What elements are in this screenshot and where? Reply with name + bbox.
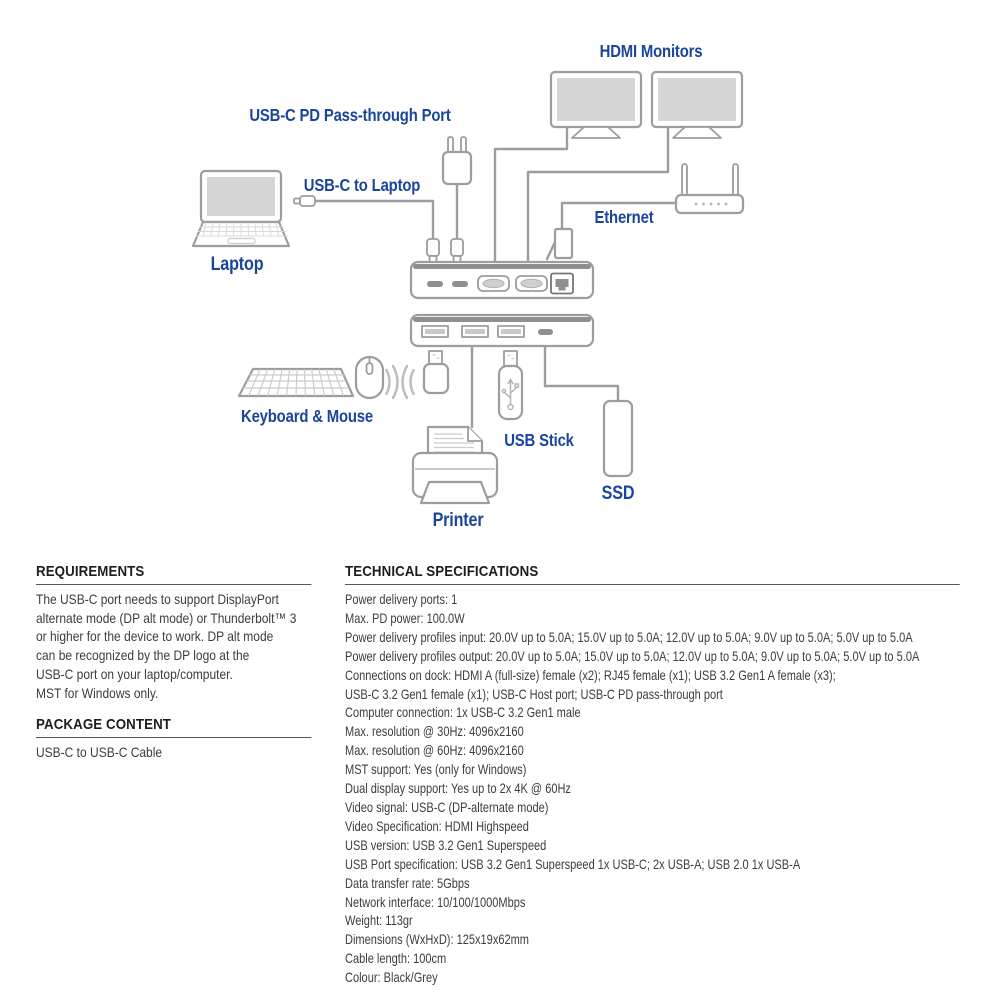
label-ssd: SSD — [601, 483, 635, 504]
text-line: MST support: Yes (only for Windows) — [345, 762, 527, 778]
cable-laptop-to-dock — [314, 201, 433, 239]
text-line: Max. resolution @ 60Hz: 4096x2160 — [345, 743, 524, 759]
text-line: USB-C port on your laptop/computer. — [36, 666, 233, 682]
label-usbc-pd: USB-C PD Pass-through Port — [249, 105, 451, 125]
hdmi-port — [478, 276, 509, 291]
label-usbc-to-laptop: USB-C to Laptop — [303, 175, 421, 195]
requirements-title: REQUIREMENTS — [36, 564, 312, 585]
usb-receiver-icon — [424, 351, 448, 393]
usbc-cable-end-plug-icon — [294, 196, 315, 206]
monitor-icon — [551, 72, 641, 138]
label-ethernet: Ethernet — [594, 207, 654, 227]
text-line: USB-C to USB-C Cable — [36, 745, 163, 761]
usbc-port — [452, 281, 468, 287]
label-hdmi-monitors: HDMI Monitors — [599, 41, 703, 61]
mouse-icon — [356, 357, 383, 398]
text-line: Power delivery ports: 1 — [345, 592, 458, 607]
printer-icon — [413, 427, 497, 503]
dock-front-icon — [411, 315, 593, 346]
text-line: Max. PD power: 100.0W — [345, 610, 465, 626]
usba-port — [422, 326, 448, 337]
requirements-body — [36, 591, 312, 703]
hdmi-port — [516, 276, 547, 291]
tech-specs-body — [345, 591, 960, 988]
label-printer: Printer — [432, 510, 484, 531]
label-laptop: Laptop — [210, 254, 264, 275]
package-content-body — [36, 744, 312, 763]
rj45-plug-icon — [547, 229, 572, 259]
text-line: Max. resolution @ 30Hz: 4096x2160 — [345, 724, 524, 740]
text-line: MST for Windows only. — [36, 685, 159, 701]
text-line: Network interface: 10/100/1000Mbps — [345, 894, 526, 910]
text-line: alternate mode (DP alt mode) or Thunderbolt™ 3 — [36, 610, 297, 626]
text-line: can be recognized by the DP logo at the — [36, 648, 250, 664]
laptop-icon — [193, 171, 289, 246]
keyboard-icon — [239, 369, 353, 396]
label-usb-stick: USB Stick — [504, 430, 574, 450]
text-line: Power delivery profiles output: 20.0V up to 5.0A; 15.0V up to 5.0A; 12.0V up to 5.0A; 9.0V up to 5.0A; 5.0V up to 5.0A — [345, 648, 920, 664]
text-line: Dual display support: Yes up to 2x 4K @ 60Hz — [345, 781, 571, 797]
tech-specs-title: TECHNICAL SPECIFICATIONS — [345, 564, 959, 585]
text-line: USB version: USB 3.2 Gen1 Superspeed — [345, 837, 547, 853]
text-line: Connections on dock: HDMI A (full-size) female (x2); RJ45 female (x1); USB 3.2 Gen1 A female (x3); — [345, 667, 836, 683]
label-keyboard-mouse: Keyboard & Mouse — [240, 406, 374, 426]
usbc-port — [427, 281, 443, 287]
text-line: Data transfer rate: 5Gbps — [345, 875, 470, 891]
text-line: Colour: Black/Grey — [345, 970, 438, 986]
text-line: Power delivery profiles input: 20.0V up to 5.0A; 15.0V up to 5.0A; 12.0V up to 5.0A; 9.0V up to 5.0A; 5.0V up to 5.0A — [345, 629, 913, 645]
usbc-plug-icon — [451, 239, 463, 264]
wireless-waves-icon — [387, 366, 414, 398]
usba-port — [498, 326, 524, 337]
usb-stick-icon — [499, 351, 522, 419]
text-line: USB-C 3.2 Gen1 female (x1); USB-C Host port; USB-C PD pass-through port — [345, 686, 723, 702]
text-line: Computer connection: 1x USB-C 3.2 Gen1 male — [345, 705, 581, 721]
monitor-icon — [652, 72, 742, 138]
power-adapter-icon — [443, 137, 471, 184]
usbc-port — [538, 329, 553, 335]
text-line: The USB-C port needs to support DisplayPort — [36, 592, 279, 607]
text-line: or higher for the device to work. DP alt mode — [36, 629, 274, 645]
usbc-plug-icon — [427, 239, 439, 264]
cable-dock-to-ssd — [545, 346, 618, 401]
left-column — [36, 564, 312, 763]
text-line: USB Port specification: USB 3.2 Gen1 Superspeed 1x USB-C; 2x USB-A; USB 2.0 1x USB-A — [345, 856, 801, 872]
dock-rear-icon — [411, 262, 593, 298]
ssd-icon — [604, 401, 632, 476]
text-line: Weight: 113gr — [345, 913, 413, 929]
ethernet-port — [551, 274, 573, 294]
text-line: Cable length: 100cm — [345, 951, 447, 967]
package-content-title: PACKAGE CONTENT — [36, 717, 312, 738]
right-column — [345, 564, 960, 988]
text-line: Video signal: USB-C (DP-alternate mode) — [345, 799, 549, 815]
text-line: Video Specification: HDMI Highspeed — [345, 818, 529, 834]
text-line: Dimensions (WxHxD): 125x19x62mm — [345, 932, 530, 948]
usba-port — [462, 326, 488, 337]
router-icon — [676, 164, 743, 213]
